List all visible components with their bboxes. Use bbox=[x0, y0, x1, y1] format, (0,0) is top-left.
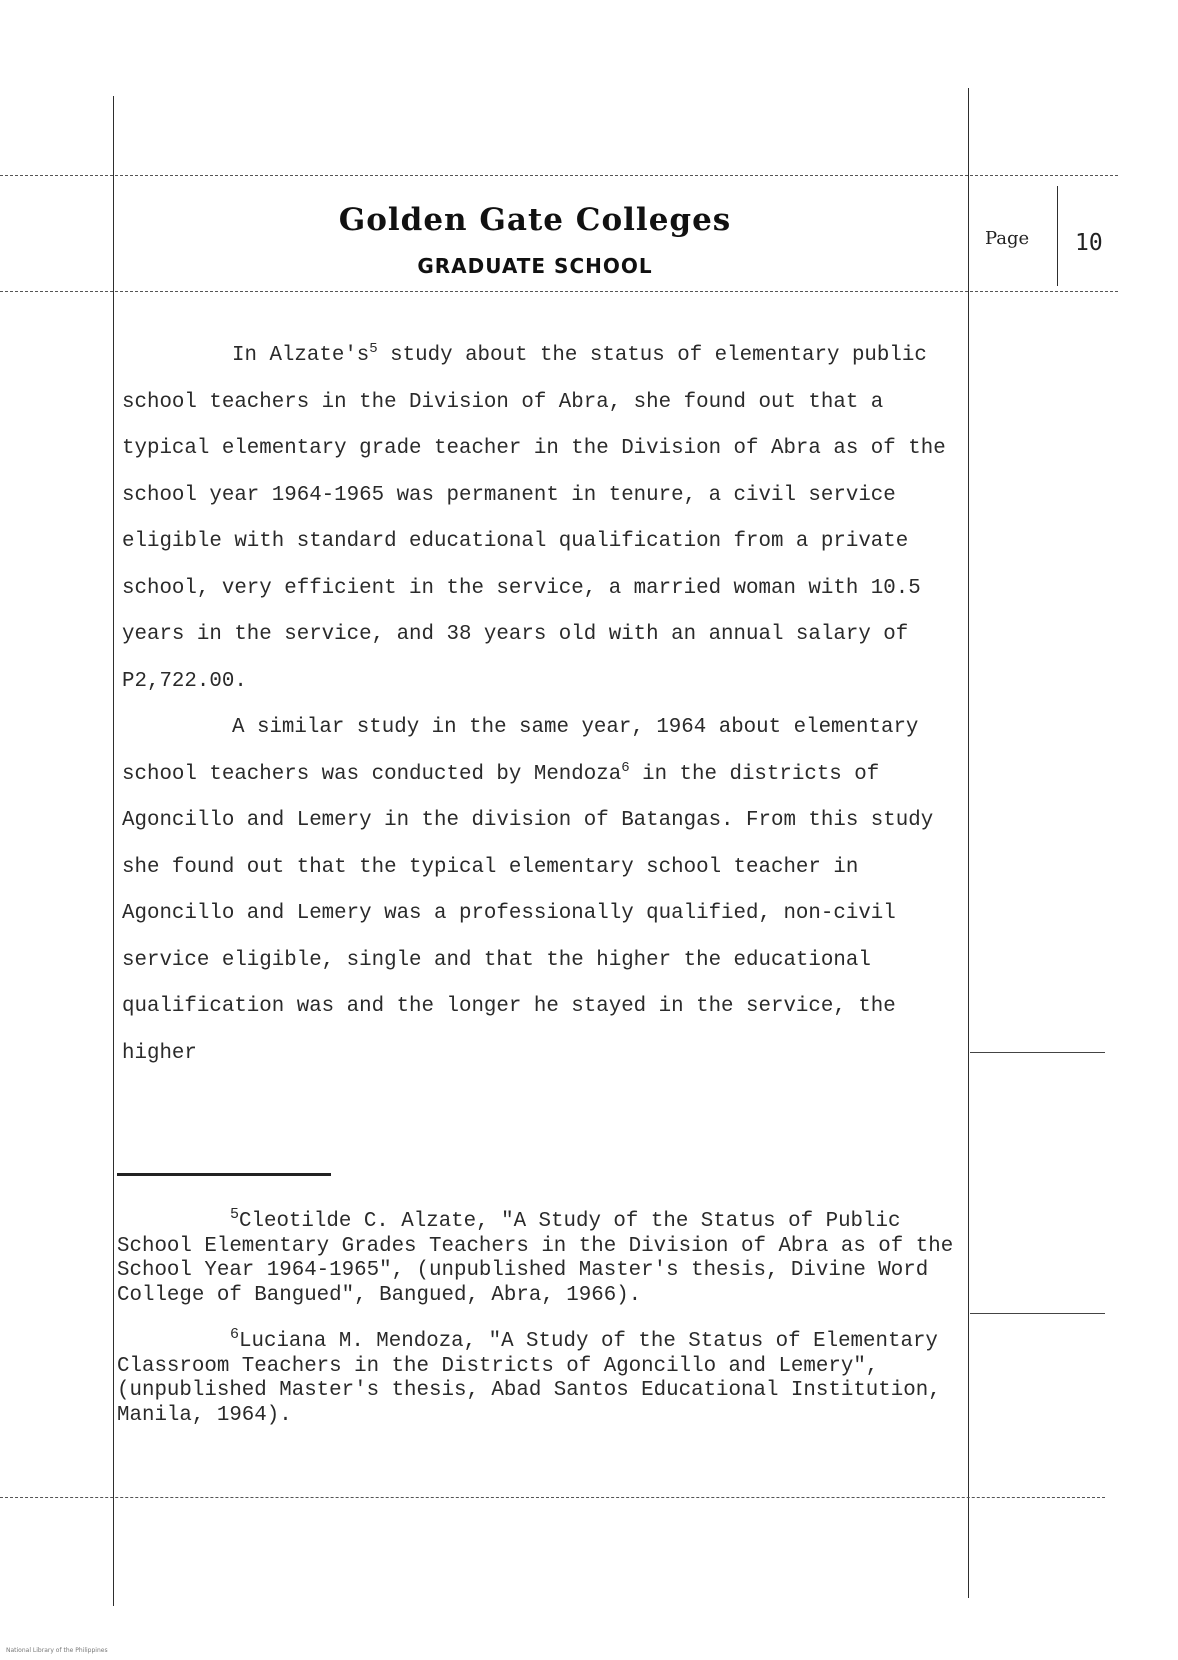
paragraph-1-start: In Alzate's bbox=[232, 344, 370, 367]
page-number: 10 bbox=[1075, 230, 1103, 256]
school-name: GRADUATE SCHOOL bbox=[417, 254, 653, 278]
footnote-6 bbox=[117, 1326, 957, 1428]
footnote-mark: 6 bbox=[230, 1326, 240, 1344]
right-border-line bbox=[968, 88, 969, 1598]
footer-rule bbox=[0, 1497, 1105, 1498]
page-box-divider bbox=[1057, 186, 1058, 286]
header-bottom-rule bbox=[0, 291, 1118, 292]
paragraph-1-rest: study about the status of elementary public school teachers in the Division of Abra, she found out that a typical elementary grade teacher in the Division of Abra as of the school year 1964-1965 was permanent in tenure, a civil service eligible with standard educational qualification from a private school, very efficient in the service, a married woman with 10.5 years in the service, and 38 years old with an annual salary of P2,722.00. bbox=[122, 344, 946, 693]
college-name: Golden Gate Colleges bbox=[338, 202, 732, 238]
footnote-mark: 5 bbox=[230, 1206, 240, 1224]
footnote-text: Luciana M. Mendoza, "A Study of the Status of Elementary Classroom Teachers in the Districts of Agoncillo and Lemery", (unpublished Master's thesis, Abad Santos Educational Institution, Manila, 1964). bbox=[117, 1330, 941, 1427]
paragraph-2 bbox=[122, 705, 952, 1077]
scan-footer: National Library of the Philippines bbox=[6, 1647, 108, 1654]
header-top-rule bbox=[0, 175, 1118, 176]
footnote-separator bbox=[117, 1173, 331, 1176]
margin-tick bbox=[970, 1313, 1105, 1314]
paragraph-2-start: A similar study in the same year, 1964 about elementary school teachers was conducted by Mendoza bbox=[122, 716, 919, 786]
footnote-ref-6: 6 bbox=[621, 759, 630, 776]
footnote-text: Cleotilde C. Alzate, "A Study of the Status of Public School Elementary Grades Teachers in the Division of Abra as of the School Year 1964-1965", (unpublished Master's thesis, Divine Word College of Bangued", Bangued, Abra, 1966). bbox=[117, 1210, 954, 1307]
footnote-ref-5: 5 bbox=[369, 341, 378, 358]
paragraph-2-rest: in the districts of Agoncillo and Lemery in the division of Batangas. From this study she found out that the typical elementary school teacher in Agoncillo and Lemery was a professionally qualified, non-civil service eligible, single and that the higher the educational qualification was and the longer he stayed in the service, the higher bbox=[122, 762, 934, 1065]
body-text bbox=[122, 333, 952, 1077]
left-border-line bbox=[113, 96, 114, 1606]
footnote-5 bbox=[117, 1206, 957, 1308]
paragraph-1 bbox=[122, 333, 952, 705]
margin-tick bbox=[970, 1052, 1105, 1053]
page-label: Page bbox=[985, 228, 1030, 249]
footnotes bbox=[117, 1206, 957, 1450]
